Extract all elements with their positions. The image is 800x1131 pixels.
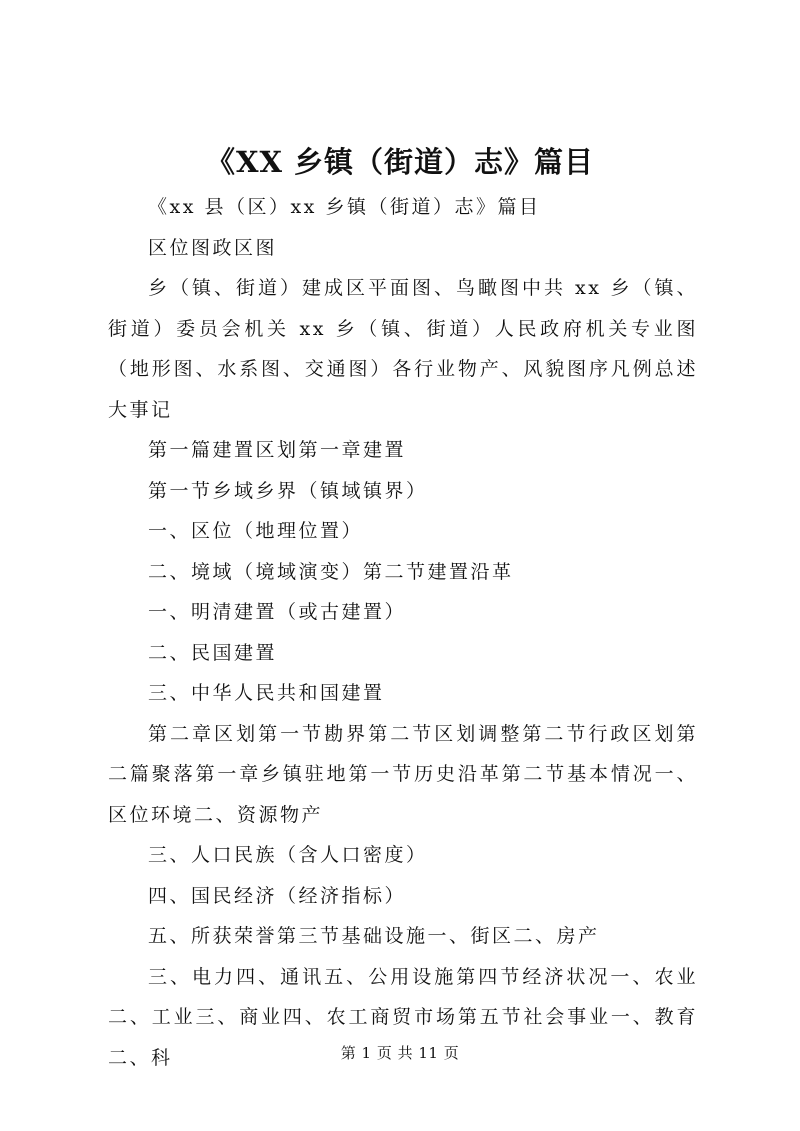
page-number-footer: 第 1 页 共 11 页 bbox=[340, 1044, 460, 1062]
paragraph-7: 二、境域（境域演变）第二节建置沿革 bbox=[148, 560, 514, 583]
document-body bbox=[108, 187, 698, 1078]
paragraph-15: 三、电力四、通讯五、公用设施第四节经济状况一、农业二、工业三、商业四、农工商贸市场第五节社会事业一、教育二、科 bbox=[108, 965, 698, 1069]
paragraph-14: 五、所获荣誉第三节基础设施一、街区二、房产 bbox=[148, 925, 600, 947]
paragraph-8: 一、明清建置（或古建置） bbox=[148, 601, 407, 623]
paragraph-1: 《xx 县（区）xx 乡镇（街道）志》篇目 bbox=[148, 196, 541, 218]
paragraph-13: 四、国民经济（经济指标） bbox=[148, 884, 407, 907]
paragraph-12: 三、人口民族（含人口密度） bbox=[148, 844, 428, 866]
paragraph-4: 第一篇建置区划第一章建置 bbox=[148, 439, 407, 461]
paragraph-5: 第一节乡域乡界（镇域镇界） bbox=[148, 479, 428, 502]
paragraph-2: 区位图政区图 bbox=[148, 236, 278, 259]
paragraph-10: 三、中华人民共和国建置 bbox=[148, 682, 385, 704]
paragraph-6: 一、区位（地理位置） bbox=[148, 520, 364, 542]
document-title: 《XX 乡镇（街道）志》篇目 bbox=[205, 145, 595, 179]
paragraph-3: 乡（镇、街道）建成区平面图、鸟瞰图中共 xx 乡（镇、街道）委员会机关 xx 乡（镇、街道）人民政府机关专业图（地形图、水系图、交通图）各行业物产、风貌图序凡例总述大事记 bbox=[108, 277, 698, 421]
paragraph-11: 第二章区划第一节勘界第二节区划调整第二节行政区划第二篇聚落第一章乡镇驻地第一节历史沿革第二节基本情况一、区位环境二、资源物产 bbox=[108, 722, 698, 826]
paragraph-9: 二、民国建置 bbox=[148, 641, 278, 664]
